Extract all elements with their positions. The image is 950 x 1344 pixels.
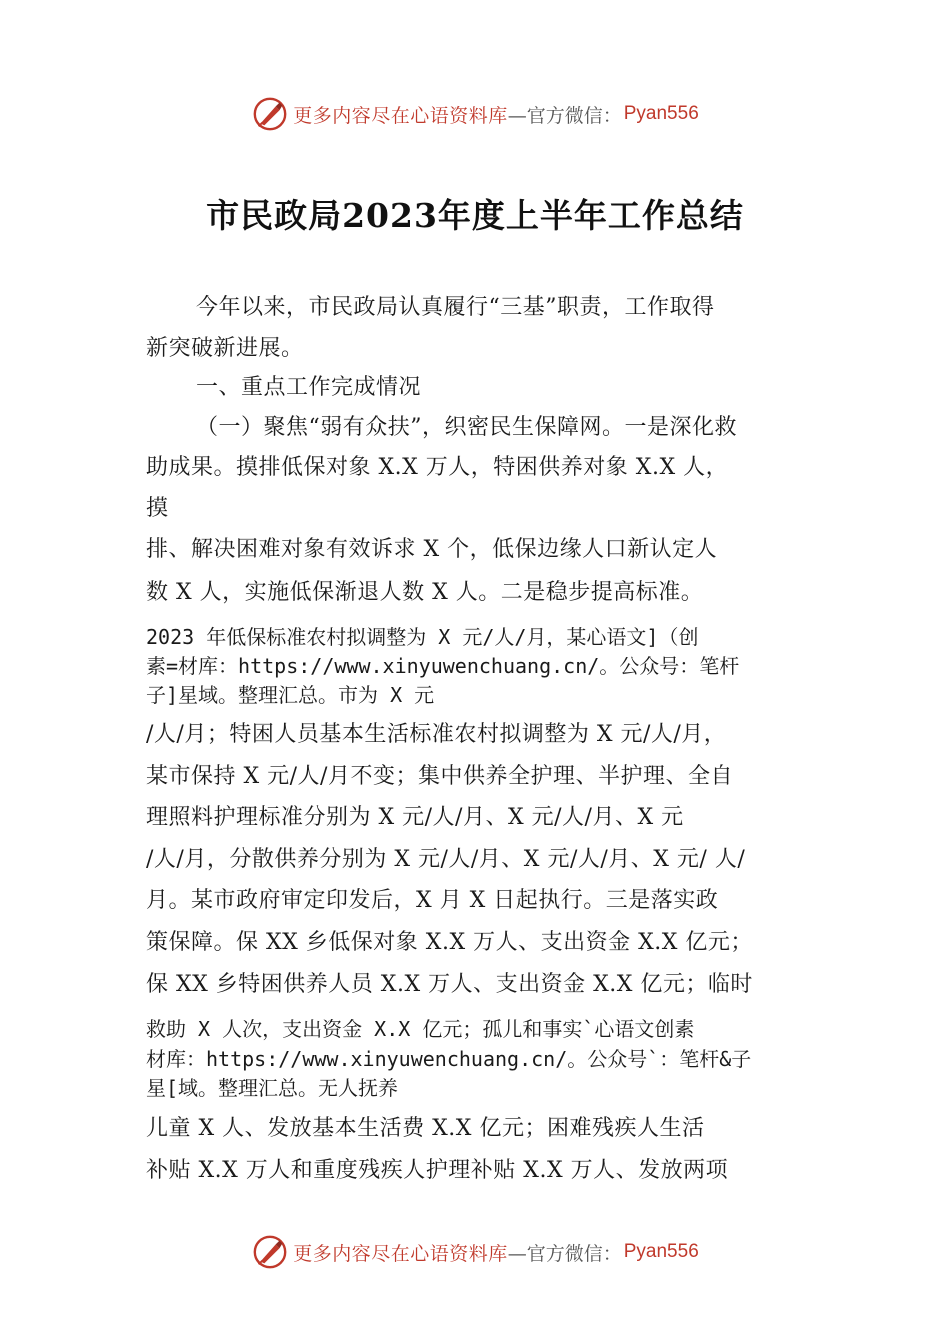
body-line: 某市保持 X 元/人/月不变；集中供养全护理、半护理、全自 <box>146 764 733 789</box>
body-line: 补贴 X.X 万人和重度残疾人护理补贴 X.X 万人、发放两项 <box>146 1158 729 1183</box>
body-line: 助成果。摸排低保对象 X.X 万人，特困供养对象 X.X 人， <box>146 455 729 480</box>
body-line: 救助 X 人次，支出资金 X.X 亿元；孤儿和事实`心语文创素 <box>146 1017 695 1041</box>
body-line: 材库：https://www.xinyuwenchuang.cn/。公众号`：笔杆&子 <box>146 1047 752 1071</box>
section-heading: 一、重点工作完成情况 <box>196 375 422 400</box>
watermark-wechat-id: Pyan556 <box>623 1241 699 1262</box>
header-watermark <box>0 94 950 134</box>
body-line: 星[域。整理汇总。无人抚养 <box>146 1076 399 1100</box>
body-line: 排、解决困难对象有效诉求 X 个，低保边缘人口新认定人 <box>146 537 718 562</box>
body-line: 理照料护理标准分别为 X 元/人/月、X 元/人/月、X 元 <box>146 805 684 830</box>
watermark-text: 更多内容尽在心语资料库 <box>293 104 508 127</box>
body-line: 策保障。保 XX 乡低保对象 X.X 万人、支出资金 X.X 亿元； <box>146 930 753 955</box>
pen-logo-icon <box>251 95 289 133</box>
body-line: 今年以来，市民政局认真履行“三基”职责，工作取得 <box>196 295 715 320</box>
pen-logo-icon <box>251 1233 289 1271</box>
body-line: 素=材库：https://www.xinyuwenchuang.cn/。公众号：笔杆 <box>146 654 740 678</box>
body-line: 子]星域。整理汇总。市为 X 元 <box>146 683 435 707</box>
body-line: 保 XX 乡特困供养人员 X.X 万人、支出资金 X.X 亿元；临时 <box>146 972 753 997</box>
watermark-wechat-id: Pyan556 <box>623 103 699 124</box>
document-title: 市民政局2023年度上半年工作总结 <box>206 196 744 235</box>
body-line: 月。某市政府审定印发后，X 月 X 日起执行。三是落实政 <box>146 888 719 913</box>
body-line: 数 X 人，实施低保渐退人数 X 人。二是稳步提高标准。 <box>146 580 704 605</box>
body-line: （一）聚焦“弱有众扶”，织密民生保障网。一是深化救 <box>196 415 737 440</box>
body-line: 儿童 X 人、发放基本生活费 X.X 亿元；困难残疾人生活 <box>146 1116 705 1141</box>
body-line: /人/月；特困人员基本生活标准农村拟调整为 X 元/人/月， <box>146 722 727 747</box>
watermark-separator: —官方微信： <box>507 1242 622 1265</box>
watermark-text: 更多内容尽在心语资料库 <box>293 1242 508 1265</box>
watermark-separator: —官方微信： <box>507 104 622 127</box>
body-line: 摸 <box>146 496 169 521</box>
body-line: 新突破新进展。 <box>146 336 304 361</box>
footer-watermark <box>0 1232 950 1272</box>
body-line: /人/月，分散供养分别为 X 元/人/月、X 元/人/月、X 元/ 人/ <box>146 847 746 872</box>
body-line: 2023 年低保标准农村拟调整为 X 元/人/月，某心语文]（创 <box>146 625 699 649</box>
